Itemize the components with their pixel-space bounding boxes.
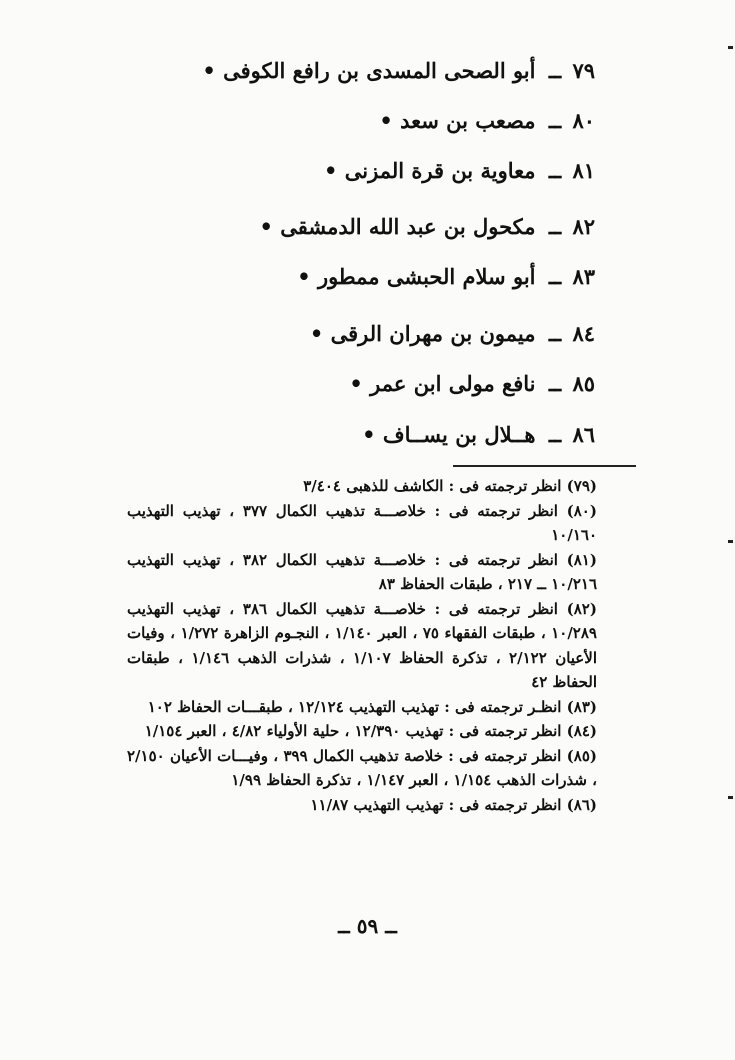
- scan-edge-mark: [728, 46, 733, 49]
- entry-name: معاوية بن قرة المزنى: [344, 158, 536, 183]
- entry-dash: ــ: [548, 422, 562, 447]
- entry-dash: ــ: [548, 214, 562, 239]
- footnote-85: (٨٥) انظر ترجمته فى : خلاصة تذهيب الكمال ٣٩٩ ، وفيـــات الأعيان ٢/١٥٠ ، شذرات الذهب ١/١٥٤ ، العبر ١/١٤٧ ، تذكرة الحفاظ ١/٩٩: [127, 746, 597, 789]
- entry-name: مصعب بن سعد: [400, 108, 536, 133]
- scan-edge-mark: [728, 540, 733, 543]
- scan-edge-mark: [728, 796, 733, 799]
- entry-81: [324, 160, 595, 181]
- entry-number: ٨٥: [572, 371, 595, 396]
- entry-dash: ــ: [548, 108, 562, 133]
- entry-number: ٨٣: [572, 264, 595, 289]
- entry-number: ٨١: [572, 158, 595, 183]
- page-number: ــ ٥٩ ــ: [338, 914, 397, 938]
- entry-footnote-mark: •: [309, 321, 324, 346]
- entry-number: ٨٤: [572, 321, 595, 346]
- entry-footnote-mark: •: [259, 214, 273, 239]
- entry-footnote-mark: •: [202, 58, 216, 83]
- entry-footnote-mark: •: [349, 371, 363, 396]
- footnote-82: (٨٢) انظر ترجمته فى : خلاصـــة تذهيب الكمال ٣٨٦ ، تهذيب التهذيب ١٠/٢٨٩ ، طبقات الفقهاء ٧٥ ، العبر ١/١٤٠ ، النجـوم الزاهرة ١/٢٧٢ ، وفيات الأعيان ٢/١٢٢ ، تذكرة الحفاظ ١/١٠٧ ، شذرات الذهب ١/١٤٦ ، طبقات الحفاظ ٤٢: [127, 599, 597, 691]
- entry-dash: ــ: [548, 264, 562, 289]
- footnote-83: (٨٣) انظـر ترجمته فى : تهذيب التهذيب ١٢/١٢٤ ، طبقـــات الحفاظ ١٠٢: [147, 697, 597, 716]
- entry-name: أبو سلام الحبشى ممطور: [317, 264, 536, 289]
- entry-dash: ــ: [548, 58, 562, 83]
- entry-number: ٨٦: [572, 422, 595, 447]
- entry-80: [379, 110, 595, 131]
- footnote-separator: [453, 465, 636, 467]
- entry-name: أبو الصحى المسدى بن رافع الكوفى: [223, 58, 536, 83]
- footnote-84: (٨٤) انظر ترجمته فى : تهذيب ١٢/٣٩٠ ، حلية الأولياء ٤/٨٢ ، العبر ١/١٥٤: [144, 722, 597, 740]
- entry-footnote-mark: •: [379, 108, 393, 133]
- entry-84: [310, 323, 595, 344]
- entry-85: [349, 373, 595, 394]
- entry-name: نافع مولى ابن عمر: [370, 371, 536, 396]
- footnote-79: (٧٩) انظر ترجمته فى : الكاشف للذهبى ٣/٤٠٤: [303, 477, 597, 495]
- entry-footnote-mark: •: [297, 264, 311, 289]
- entry-dash: ــ: [548, 321, 562, 346]
- entry-86: [362, 424, 595, 445]
- entry-footnote-mark: •: [324, 158, 338, 183]
- entry-name: مكحول بن عبد الله الدمشقى: [280, 214, 536, 239]
- entry-83: [297, 266, 595, 287]
- entry-dash: ــ: [548, 158, 562, 183]
- footnote-81: (٨١) انظر ترجمته فى : خلاصـــة تذهيب الكمال ٣٨٢ ، تهذيب التهذيب ١٠/٢١٦ ــ ٢١٧ ، طبقات الحفاظ ٨٣: [127, 550, 597, 593]
- entry-number: ٨٢: [572, 214, 595, 239]
- entry-number: ٧٩: [572, 58, 595, 83]
- entry-name: هــلال بن يســاف: [382, 422, 536, 447]
- footnote-86: (٨٦) انظر ترجمته فى : تهذيب التهذيب ١١/٨٧: [310, 795, 597, 814]
- entry-82: [259, 216, 595, 237]
- entry-79: [202, 60, 595, 81]
- entry-number: ٨٠: [572, 108, 595, 133]
- entry-footnote-mark: •: [362, 422, 376, 447]
- footnote-80: (٨٠) انظر ترجمته فى : خلاصـــة تذهيب الكمال ٣٧٧ ، تهذيب التهذيب ١٠/١٦٠: [127, 501, 597, 544]
- entry-dash: ــ: [548, 371, 562, 396]
- entry-name: ميمون بن مهران الرقى: [330, 321, 536, 346]
- footnotes: [127, 474, 597, 817]
